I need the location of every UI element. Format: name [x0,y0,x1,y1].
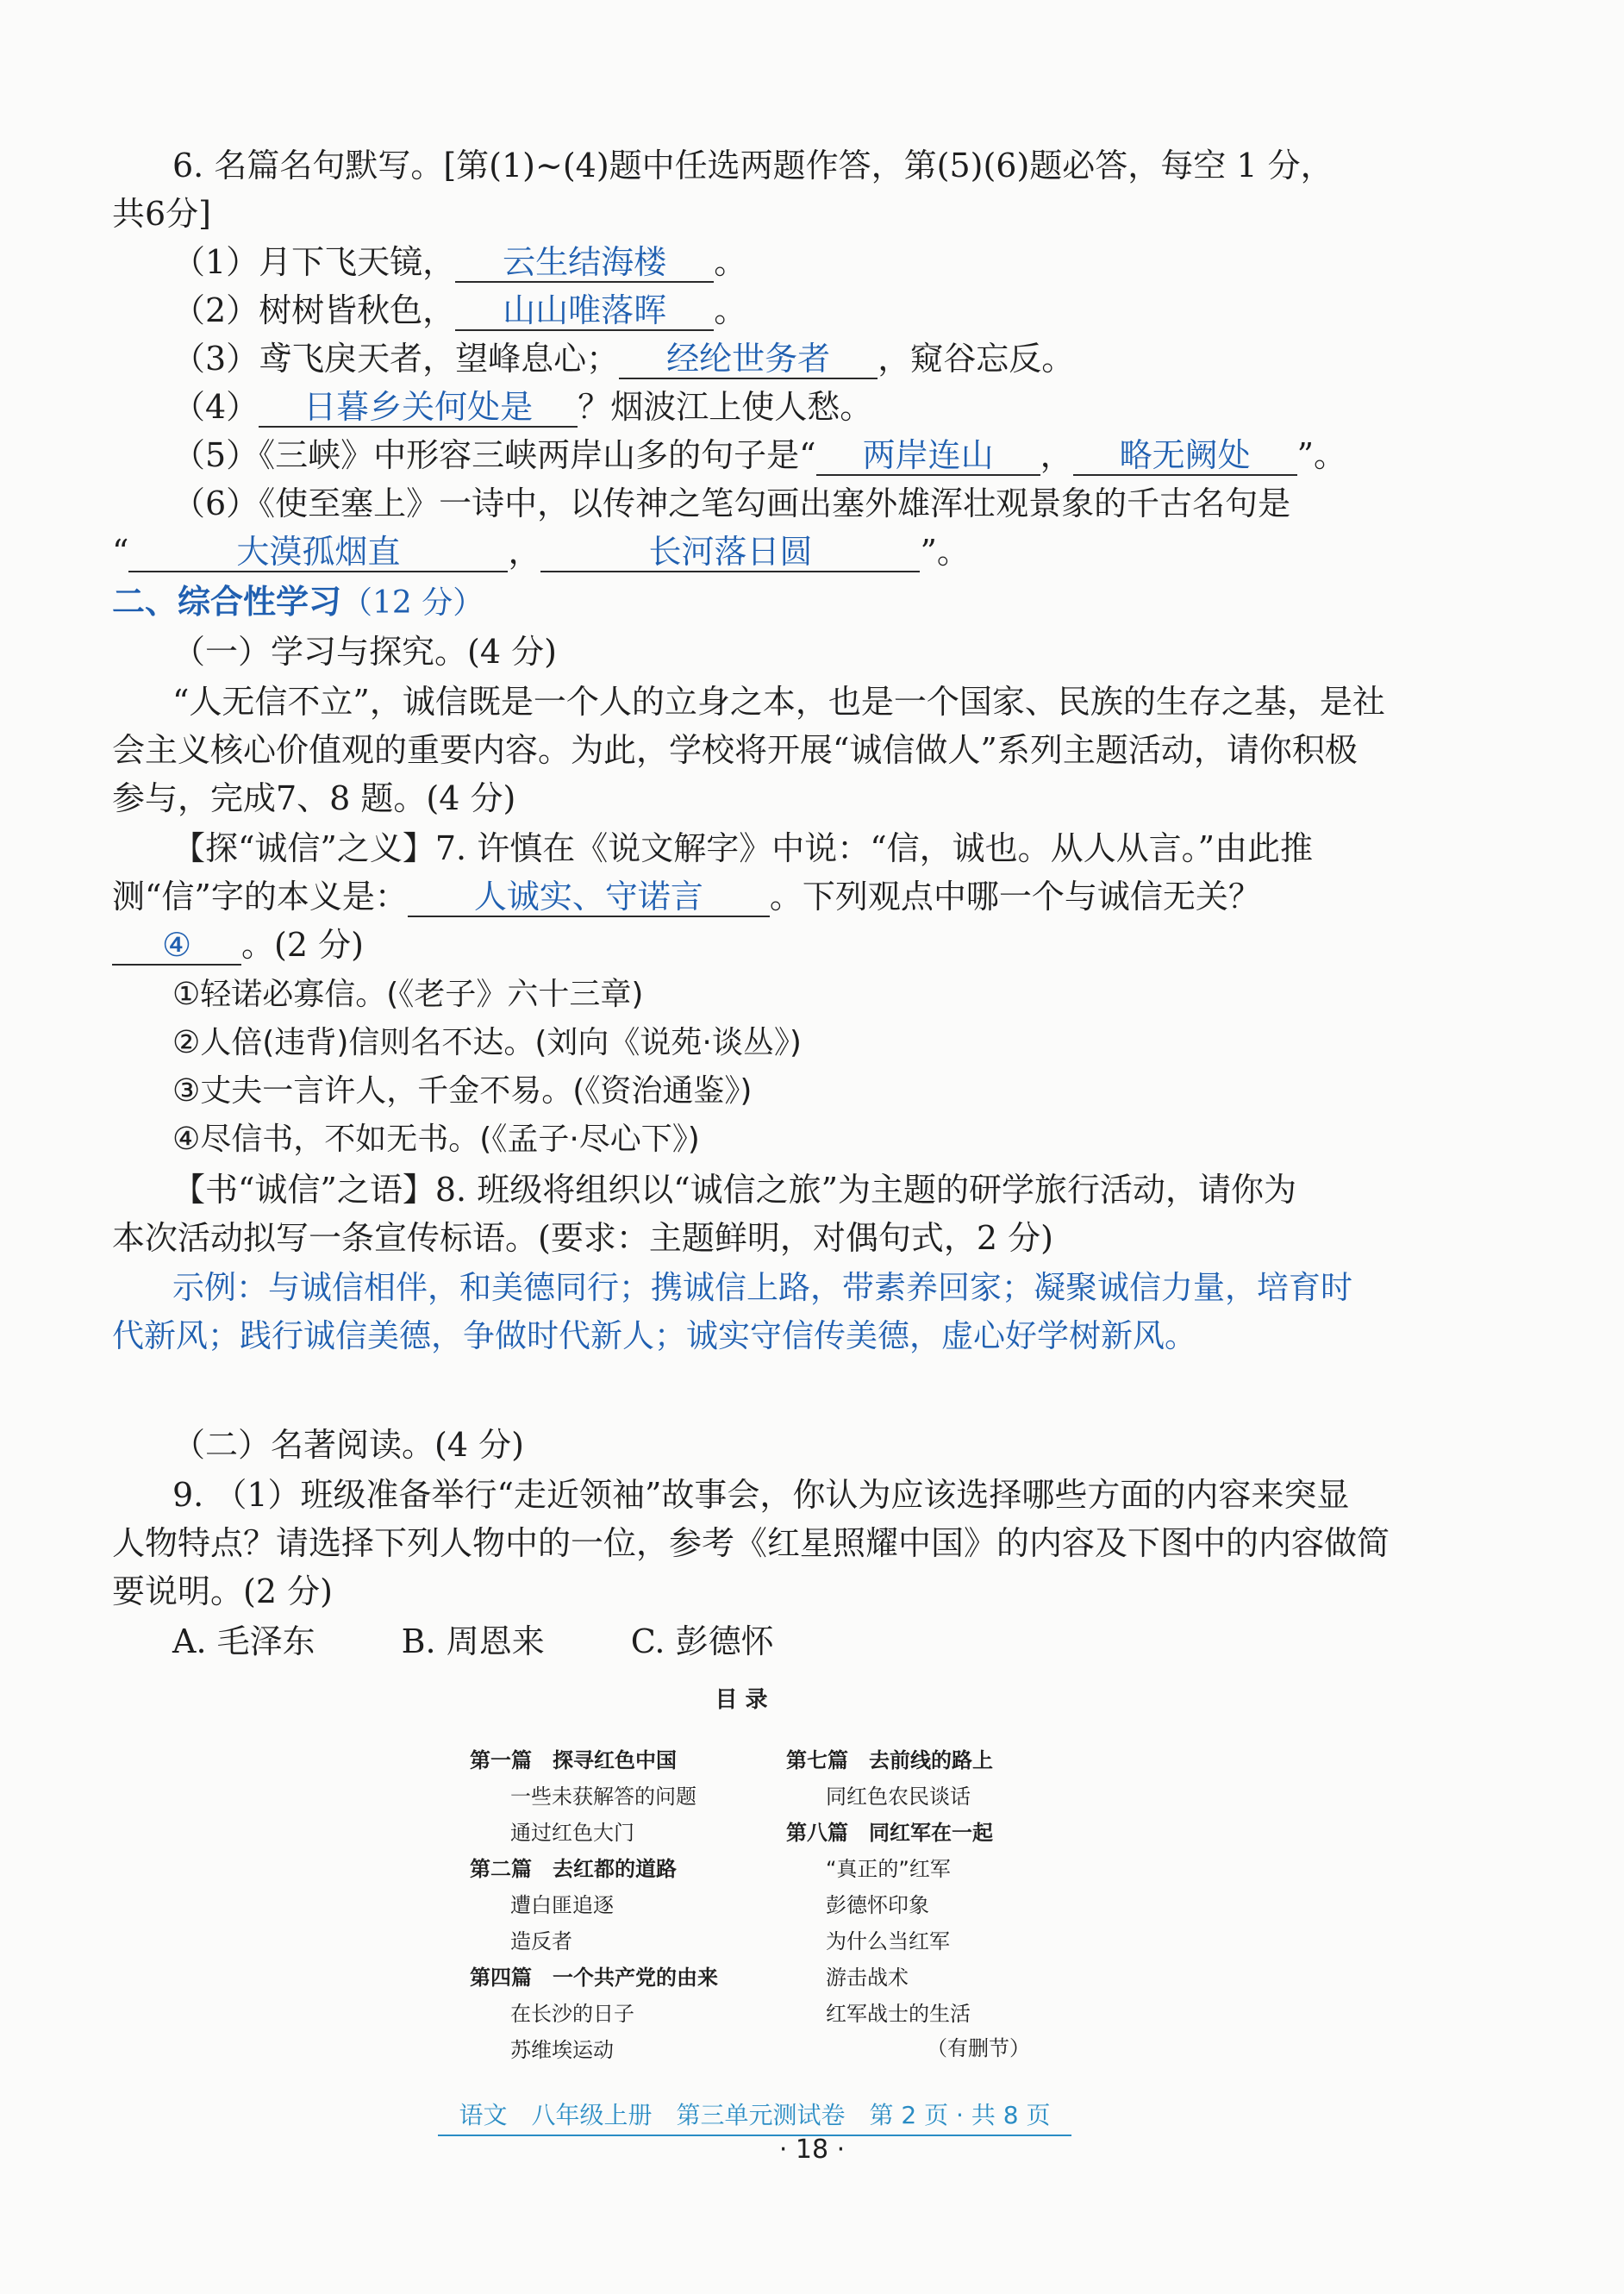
toc-chapter: 第四篇 一个共产党的由来 [470,1966,718,1990]
q8-line-1: 【书“诚信”之语】8. 班级将组织以“诚信之旅”为主题的研学旅行活动，请你为 [172,1171,1297,1209]
q9-line-2: 人物特点？请选择下列人物中的一位，参考《红星照耀中国》的内容及下图中的内容做简 [112,1524,1390,1562]
toc-chapter: 第二篇 去红都的道路 [470,1857,677,1881]
answer-blank: 长河落日圆 [540,533,920,572]
part1-para-2: 会主义核心价值观的重要内容。为此，学校将开展“诚信做人”系列主题活动，请你积极 [112,731,1358,769]
toc-item: 为什么当红军 [826,1929,950,1953]
answer-blank: 经纶世务者 [619,340,878,379]
toc-item: 在长沙的日子 [510,2002,634,2026]
toc-item: 通过红色大门 [510,1821,634,1845]
toc-chapter: 第八篇 同红军在一起 [786,1821,993,1845]
q6-line-4: （4） 日暮乡关何处是 ？烟波江上使人愁。 [172,388,873,426]
toc-item: 红军战士的生活 [826,2002,971,2026]
part1-para-1: “人无信不立”，诚信既是一个人的立身之本，也是一个国家、民族的生存之基，是社 [172,683,1385,721]
q6-line-5: （5）《三峡》中形容三峡两岸山多的句子是“ 两岸连山 ， 略无阙处 ”。 [172,436,1347,474]
q9-line-1: 9. （1）班级准备举行“走近领袖”故事会，你认为应该选择哪些方面的内容来突显 [172,1476,1350,1514]
answer-blank: 两岸连山 [816,436,1040,476]
q9-options [172,1617,774,1666]
toc-title: 目 录 [715,1687,768,1713]
page-footer: 语文 八年级上册 第三单元测试卷 第 2 页 · 共 8 页 [438,2097,1071,2136]
option-3: ③丈夫一言许人，千金不易。(《资治通鉴》) [172,1073,753,1109]
q8-answer-1: 示例：与诚信相伴，和美德同行；携诚信上路，带素养回家；凝聚诚信力量，培育时 [172,1269,1352,1306]
part1-para-3: 参与，完成7、8 题。(4 分) [112,779,516,817]
page-number: · 18 · [778,2135,846,2165]
q6-line-6: （6）《使至塞上》一诗中，以传神之笔勾画出塞外雄浑壮观景象的千古名句是 [172,484,1291,522]
answer-blank: 大漠孤烟直 [128,533,508,572]
option-2: ②人倍(违背)信则名不达。(刘向《说苑·谈丛》) [172,1025,802,1060]
toc-item: 彭德怀印象 [826,1893,929,1917]
toc-item: 遭白匪追逐 [510,1893,614,1917]
option-1: ①轻诺必寡信。(《老子》六十三章) [172,977,644,1012]
answer-blank: 云生结海楼 [455,243,714,283]
q8-answer-2: 代新风；践行诚信美德，争做时代新人；诚实守信传美德，虚心好学树新风。 [112,1317,1196,1354]
option-4: ④尽信书，不如无书。(《孟子·尽心下》) [172,1122,700,1157]
toc-item: “真正的”红军 [826,1857,951,1881]
answer-blank: 略无阙处 [1073,436,1297,476]
answer-blank: 日暮乡关何处是 [259,388,578,428]
option-c: C. 彭德怀 [630,1622,774,1660]
section-heading: 二、综合性学习（12 分） [112,583,484,621]
q7-line-3: ④ 。(2 分) [112,921,364,969]
q6-line-6-cont: “ 大漠孤烟直 ， 长河落日圆 ”。 [112,533,970,571]
q8-line-2: 本次活动拟写一条宣传标语。(要求：主题鲜明，对偶句式，2 分) [112,1219,1053,1257]
answer-blank: 人诚实、守诺言 [408,878,770,917]
toc-chapter: 第七篇 去前线的路上 [786,1748,993,1772]
q9-line-3: 要说明。(2 分) [112,1572,333,1610]
q6-line-2: （2）树树皆秋色， 山山唯落晖 。 [172,291,747,329]
q6-line-1: （1）月下飞天镜， 云生结海楼 。 [172,243,747,281]
q7-line-2: 测“信”字的本义是： 人诚实、守诺言 。下列观点中哪一个与诚信无关？ [112,878,1261,916]
part2-title: （二）名著阅读。(4 分) [172,1426,524,1464]
part1-title: （一）学习与探究。(4 分) [172,633,557,671]
q6-line-3: （3）鸢飞戾天者，望峰息心； 经纶世务者 ，窥谷忘反。 [172,340,1075,378]
toc-item: 苏维埃运动 [510,2038,614,2062]
toc-chapter: 第一篇 探寻红色中国 [470,1748,677,1772]
option-a: A. 毛泽东 [172,1622,315,1660]
toc-item: 造反者 [510,1929,572,1953]
toc-item: 游击战术 [826,1966,909,1990]
answer-blank: 山山唯落晖 [455,291,714,331]
q7-line-1: 【探“诚信”之义】7. 许慎在《说文解字》中说：“信，诚也。从人从言。”由此推 [172,829,1314,867]
toc-item: 一些未获解答的问题 [510,1785,696,1809]
q6-title-cont: 共6分] [112,195,212,233]
answer-blank: ④ [112,926,241,966]
toc-item: 同红色农民谈话 [826,1785,971,1809]
toc-note: （有删节） [927,2036,1030,2060]
option-b: B. 周恩来 [401,1622,545,1660]
q6-title: 6. 名篇名句默写。[第(1)~(4)题中任选两题作答，第(5)(6)题必答，每空 1 分， [172,147,1334,184]
